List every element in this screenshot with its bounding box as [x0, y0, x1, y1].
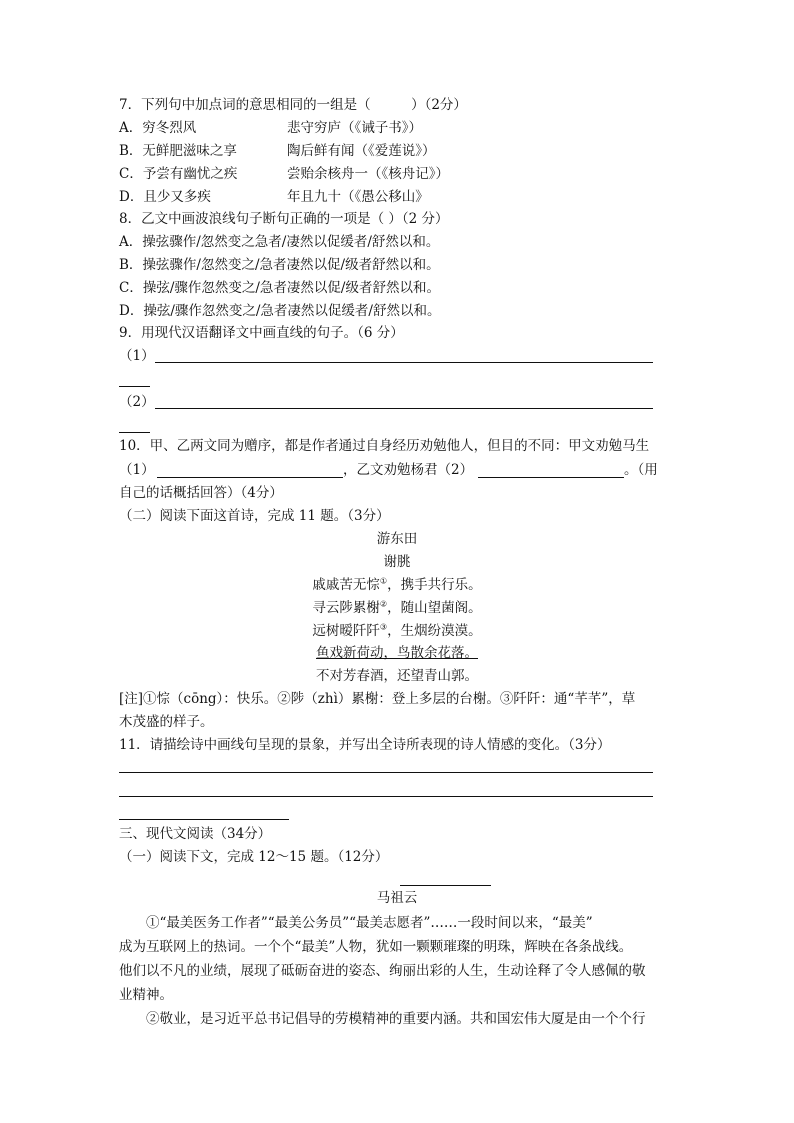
q8-option-d: D．操弦/骤作忽然变之/急者凄然以促缓者/舒然以和。	[119, 303, 441, 319]
poem-title: 游东田	[376, 531, 418, 547]
p1-line-1: ①“最美医务工作者”“最美公务员”“最美志愿者”……一段时间以来，“最美”	[146, 915, 593, 931]
poem-line-5: 不对芳春酒，还望青山郭。	[316, 668, 478, 684]
section3-sub: （一）阅读下文，完成 12～15 题。（12分）	[119, 849, 389, 865]
q10-end-text: 。（用	[624, 462, 658, 478]
p2-line-1: ②敬业，是习近平总书记倡导的劳模精神的重要内涵。共和国宏伟大厦是由一个个行	[146, 1011, 646, 1027]
q7-stem: 7．下列句中加点词的意思相同的一组是（ ）（2分）	[119, 97, 467, 113]
q9-answer-line-1[interactable]	[155, 362, 653, 363]
footnote-mark-2: ②	[379, 599, 388, 609]
poem-line-1: 戚戚苦无悰①，携手共行乐。	[312, 576, 482, 593]
q7-option-d-right: 年且九十（《愚公移山》	[287, 189, 429, 205]
p1-line-3: 他们以不凡的业绩，展现了砥砺奋进的姿态、绚丽出彩的人生，生动诠释了令人感佩的敬	[119, 963, 646, 979]
p1-line-4: 业精神。	[119, 987, 173, 1003]
q10-line1: 10．甲、乙两文同为赠序，都是作者通过自身经历劝勉他人，但目的不同：甲文劝勉马生	[119, 438, 650, 454]
poem-intro: （二）阅读下面这首诗，完成 11 题。（3分）	[119, 508, 390, 524]
q9-blank1-label: （1）	[119, 348, 155, 364]
q9-answer-line-2[interactable]	[155, 408, 653, 409]
q8-option-a: A．操弦骤作/忽然变之急者/凄然以促缓者/舒然以和。	[119, 234, 440, 250]
q11-stem: 11．请描绘诗中画线句呈现的景象，并写出全诗所表现的诗人情感的变化。（3分）	[119, 737, 611, 753]
q11-answer-line-2[interactable]	[119, 796, 653, 797]
q7-option-c-right: 尝贻余核舟一（《核舟记》）	[287, 166, 449, 182]
article-title-blank[interactable]	[400, 885, 491, 886]
q7-option-b-left: B．无鲜肥滋味之享	[119, 143, 237, 159]
poem-note-line-2: 木茂盛的样子。	[119, 714, 214, 730]
q10-answer-line-2[interactable]	[478, 477, 624, 478]
section3-title: 三、现代文阅读（34分）	[119, 826, 272, 842]
q11-answer-line-3[interactable]	[119, 819, 289, 820]
q10-line3: 自己的话概括回答）（4分）	[119, 485, 283, 501]
q9-answer-line-2-cont[interactable]	[119, 432, 150, 433]
q7-option-b-right: 陶后鲜有闻（《爱莲说》）	[287, 143, 436, 159]
footnote-mark-3: ③	[379, 622, 388, 632]
q8-option-c: C．操弦/骤作忽然变之/急者凄然以促/级者舒然以和。	[119, 280, 440, 296]
q7-option-d-left: D．且少又多疾	[119, 189, 211, 205]
q10-mid-text: ，乙文劝勉杨君（2）	[343, 462, 474, 478]
p1-line-2: 成为互联网上的热词。一个个“最美”人物，犹如一颗颗璀璨的明珠，辉映在各条战线。	[119, 939, 633, 955]
poem-line-4-underlined: 鱼戏新荷动，鸟散余花落。	[316, 645, 478, 661]
article-author: 马祖云	[376, 890, 418, 906]
q9-stem: 9．用现代汉语翻译文中画直线的句子。（6 分）	[119, 325, 404, 341]
q7-option-a-left: A．穷冬烈风	[119, 120, 197, 136]
poem-line-3: 远树暧阡阡③，生烟纷漠漠。	[312, 622, 482, 639]
poem-author: 谢朓	[383, 554, 411, 570]
q11-answer-line-1[interactable]	[119, 772, 653, 773]
poem-note-line-1: [注]①悰（cōng）：快乐。②陟（zhì）累榭：登上多层的台榭。③阡阡：通“芊芊”，草	[119, 691, 636, 707]
q9-answer-line-1-cont[interactable]	[119, 386, 150, 387]
q10-blank1-label: （1）	[119, 462, 155, 478]
q8-option-b: B．操弦骤作/忽然变之/急者凄然以促/级者舒然以和。	[119, 257, 440, 273]
q8-stem: 8．乙文中画波浪线句子断句正确的一项是（ ）（2 分）	[119, 211, 449, 227]
q7-option-a-right: 悲守穷庐（《诫子书》）	[287, 120, 422, 136]
poem-line-2: 寻云陟累榭②，随山望菌阁。	[312, 599, 482, 616]
q10-answer-line-1[interactable]	[157, 477, 343, 478]
q9-blank2-label: （2）	[119, 394, 155, 410]
footnote-mark-1: ①	[379, 576, 388, 586]
q7-option-c-left: C．予尝有幽忧之疾	[119, 166, 238, 182]
